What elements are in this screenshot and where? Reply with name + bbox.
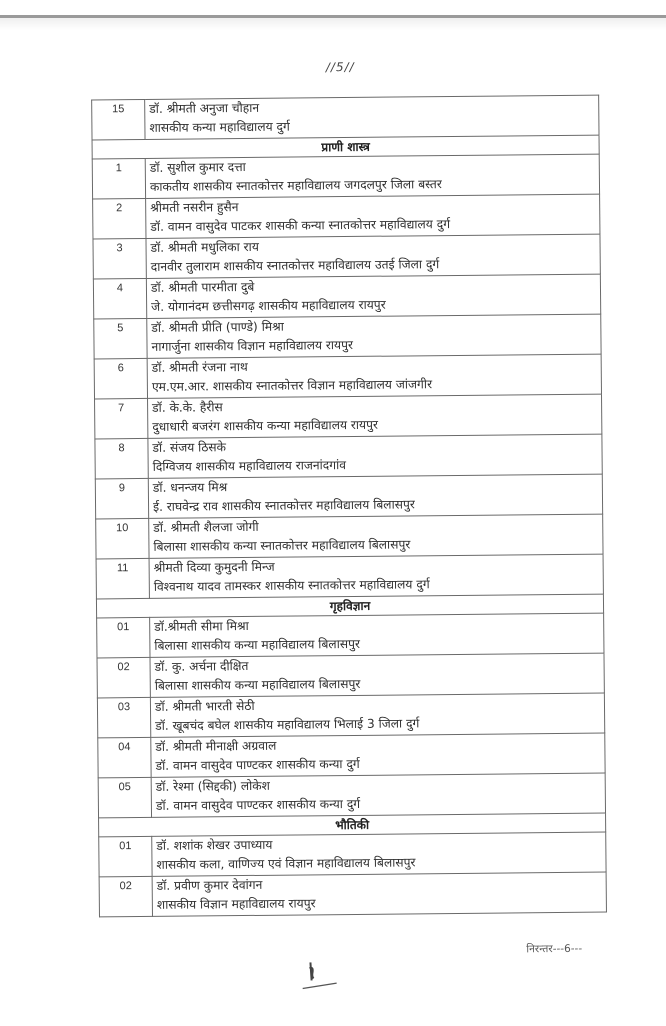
institution-name: एम.एम.आर. शासकीय स्नातकोत्तर विज्ञान महाविद्यालय जांजगीर [151, 377, 433, 394]
person-name: डॉ. शशांक शेखर उपाध्याय [156, 837, 273, 853]
entry-cell [148, 394, 602, 438]
institution-name: दुधाधारी बजरंग शासकीय कन्या महाविद्यालय रायपुर [152, 417, 379, 434]
person-name: डॉ. के.के. हैरीस [152, 400, 223, 415]
entry-cell [152, 872, 606, 916]
serial-number: 01 [99, 836, 152, 877]
person-name: डॉ. रेश्मा (सिद्दकी) लोकेश [155, 778, 270, 794]
institution-name: बिलासा शासकीय कन्या स्नातकोत्तर महाविद्यालय बिलासपुर [153, 537, 411, 554]
entry-cell [150, 653, 604, 697]
serial-number: 05 [98, 777, 151, 818]
serial-number: 5 [94, 318, 147, 359]
table-row [99, 832, 606, 877]
section-title-home-science: गृहविज्ञान [96, 594, 603, 618]
signature-icon [300, 958, 340, 990]
entry-cell [151, 773, 605, 817]
institution-name: दिग्विजय शासकीय महाविद्यालय राजनांदगांव [152, 458, 347, 474]
continued-note: निरन्तर---6--- [526, 942, 583, 956]
entry-cell [145, 95, 599, 139]
table-row [92, 95, 599, 140]
person-name: डॉ. संजय ठिसके [152, 440, 227, 455]
serial-number: 1 [92, 158, 145, 199]
person-name: डॉ.श्रीमती सीमा मिश्रा [154, 618, 249, 634]
entry-cell [148, 474, 602, 518]
serial-number: 15 [92, 99, 145, 140]
table-row [96, 514, 603, 559]
institution-name: ई. राघवेन्द्र राव शासकीय स्नातकोत्तर महाविद्यालय बिलासपुर [152, 497, 415, 514]
institution-name: शासकीय विज्ञान महाविद्यालय रायपुर [156, 896, 316, 912]
institution-name: काकतीय शासकीय स्नातकोत्तर महाविद्यालय जगदलपुर जिला बस्तर [149, 177, 442, 194]
institution-name: बिलासा शासकीय कन्या महाविद्यालय बिलासपुर [154, 636, 361, 653]
person-name: डॉ. सुशील कुमार दत्ता [149, 159, 246, 175]
person-name: डॉ. श्रीमती शैलजा जोगी [153, 519, 259, 535]
entry-cell [146, 194, 600, 238]
entry-cell [146, 274, 600, 318]
serial-number: 8 [95, 438, 148, 479]
entry-cell [147, 354, 601, 398]
institution-name: शासकीय कला, वाणिज्य एवं विज्ञान महाविद्यालय बिलासपुर [156, 855, 416, 872]
entry-cell [148, 434, 602, 478]
table-row [96, 554, 603, 599]
institution-name: नागार्जुना शासकीय विज्ञान महाविद्यालय रायपुर [151, 337, 354, 354]
serial-number: 01 [97, 617, 150, 658]
section-title-zoology: प्राणी शास्त्र [92, 135, 599, 159]
institution-name: जे. योगानंदम छत्तीसगढ़ शासकीय महाविद्यालय रायपुर [151, 297, 386, 314]
entry-cell [149, 514, 603, 558]
table-row [97, 613, 604, 658]
institution-name: डॉ. खूबचंद बघेल शासकीय महाविद्यालय भिलाई 3 जिला दुर्ग [155, 716, 420, 733]
person-name: डॉ. श्रीमती रंजना नाथ [151, 359, 248, 375]
serial-number: 10 [96, 518, 149, 559]
table-row [98, 733, 605, 778]
table-row [95, 474, 602, 519]
entry-cell [152, 832, 606, 876]
institution-name: डॉ. वामन वासुदेव पाण्टकर शासकीय कन्या दुर्ग [155, 756, 360, 773]
table-row [93, 234, 600, 279]
entry-cell [149, 554, 603, 598]
serial-number: 6 [94, 358, 147, 399]
serial-number: 3 [93, 238, 146, 279]
person-name: डॉ. श्रीमती अनुजा चौहान [149, 100, 260, 116]
serial-number: 9 [95, 478, 148, 519]
entry-cell [147, 314, 601, 358]
serial-number: 2 [93, 198, 146, 239]
person-name: डॉ. श्रीमती मीनाक्षी अग्रवाल [155, 738, 277, 754]
entry-cell [151, 733, 605, 777]
serial-number: 11 [96, 558, 149, 599]
person-name: श्रीमती दिव्या कुमुदनी मिन्ज [153, 559, 275, 575]
serial-number: 4 [93, 278, 146, 319]
table-row [95, 434, 602, 479]
table-row [93, 274, 600, 319]
institution-name: बिलासा शासकीय कन्या महाविद्यालय बिलासपुर [154, 676, 361, 693]
table-row [94, 354, 601, 399]
table-row [93, 194, 600, 239]
institution-name: दानवीर तुलाराम शासकीय स्नातकोत्तर महाविद्यालय उतई जिला दुर्ग [150, 257, 440, 274]
table-row [97, 653, 604, 698]
institution-name: शासकीय कन्या महाविद्यालय दुर्ग [149, 119, 290, 135]
section-title-physics: भौतिकी [99, 813, 606, 837]
serial-number: 7 [95, 398, 148, 439]
person-name: डॉ. श्रीमती मधुलिका राय [150, 239, 259, 255]
nominee-table [91, 95, 607, 918]
table-row [95, 394, 602, 439]
person-name: डॉ. प्रवीण कुमार देवांगन [156, 877, 263, 893]
institution-name: डॉ. वामन वासुदेव पाण्टकर शासकीय कन्या दुर्ग [155, 796, 361, 813]
table-row [99, 872, 606, 917]
table-row [94, 314, 601, 359]
serial-number: 02 [99, 876, 152, 917]
person-name: डॉ. श्रीमती प्रीति (पाण्डे) मिश्रा [151, 319, 284, 335]
table-row [97, 693, 604, 738]
serial-number: 02 [97, 657, 150, 698]
table-row [98, 773, 605, 818]
page-number: //5// [325, 59, 355, 75]
person-name: डॉ. श्रीमती भारती सेठी [154, 698, 255, 714]
serial-number: 03 [97, 697, 150, 738]
institution-name: विश्वनाथ यादव तामस्कर शासकीय स्नातकोत्तर महाविद्यालय दुर्ग [153, 577, 430, 594]
table-row [92, 154, 599, 199]
person-name: श्रीमती नसरीन हुसैन [150, 200, 239, 215]
person-name: डॉ. श्रीमती पारमीता दुबे [150, 279, 255, 295]
person-name: डॉ. धनन्जय मिश्र [152, 480, 228, 495]
person-name: डॉ. कु. अर्चना दीक्षित [154, 658, 249, 674]
entry-cell [145, 154, 599, 198]
serial-number: 04 [98, 737, 151, 778]
entry-cell [150, 693, 604, 737]
institution-name: डॉ. वामन वासुदेव पाटकर शासकी कन्या स्नातकोत्तर महाविद्यालय दुर्ग [150, 217, 451, 234]
entry-cell [146, 234, 600, 278]
entry-cell [150, 613, 604, 657]
